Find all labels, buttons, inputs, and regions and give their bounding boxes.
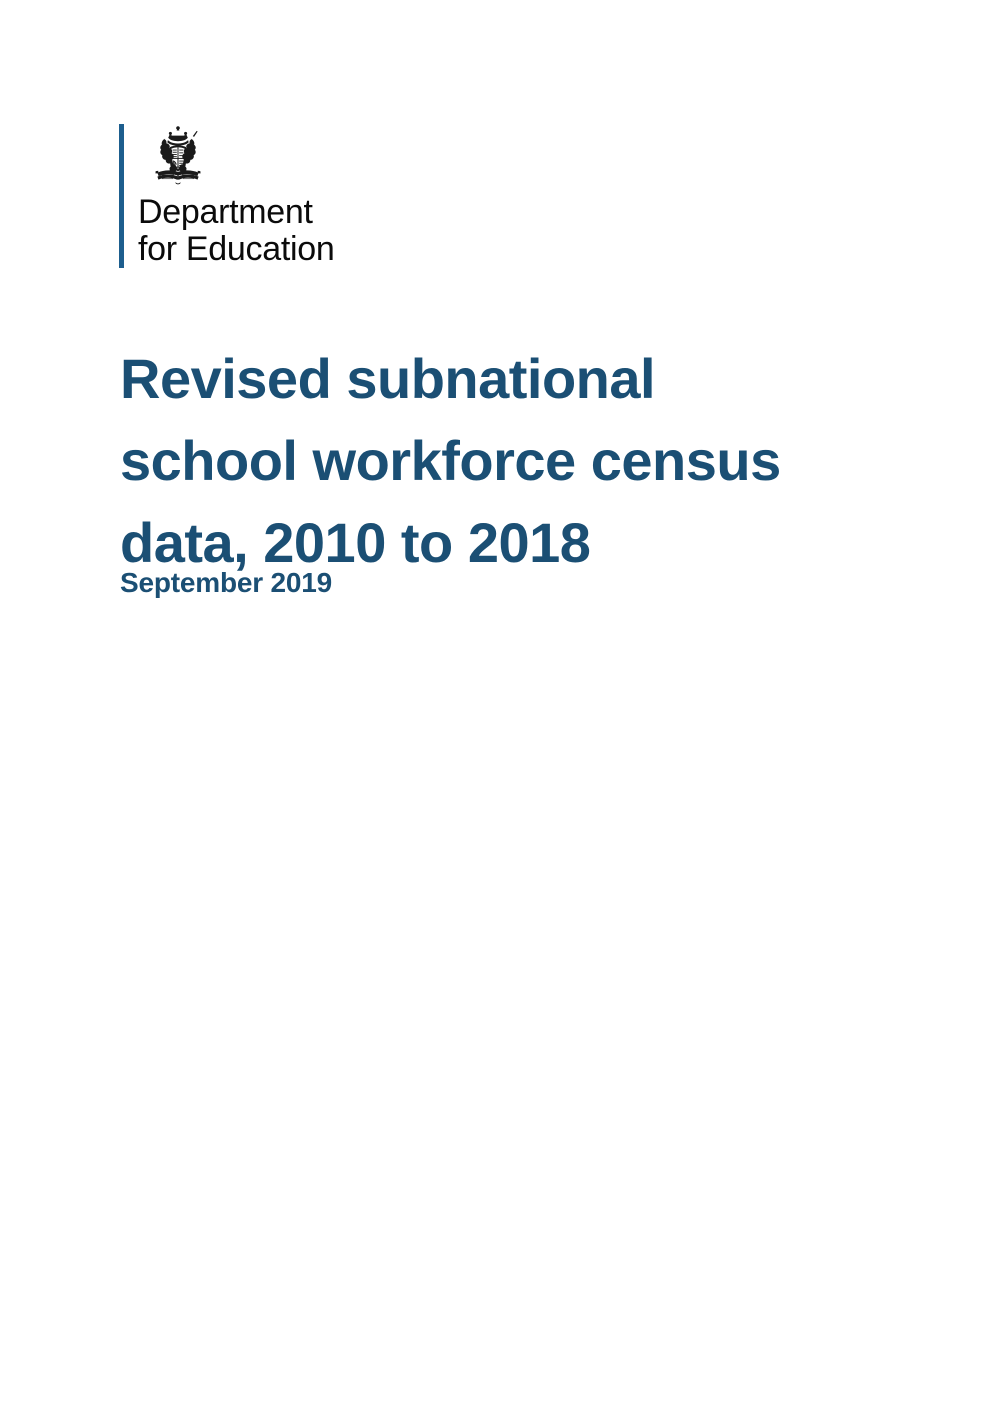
uk-royal-coat-of-arms-icon — [141, 124, 215, 188]
logo-body — [124, 124, 334, 268]
page-title-line-2: school workforce census — [120, 428, 781, 492]
page-subtitle-date: September 2019 — [120, 567, 332, 598]
logo-wordmark-line1: Department — [138, 193, 313, 231]
page-title — [120, 338, 920, 584]
page-title-line-3: data, 2010 to 2018 — [120, 510, 591, 574]
logo-wordmark — [138, 194, 334, 268]
logo-wordmark-line2: for Education — [138, 230, 335, 268]
page-title-line-1: Revised subnational — [120, 346, 656, 410]
department-for-education-logo — [119, 124, 334, 268]
